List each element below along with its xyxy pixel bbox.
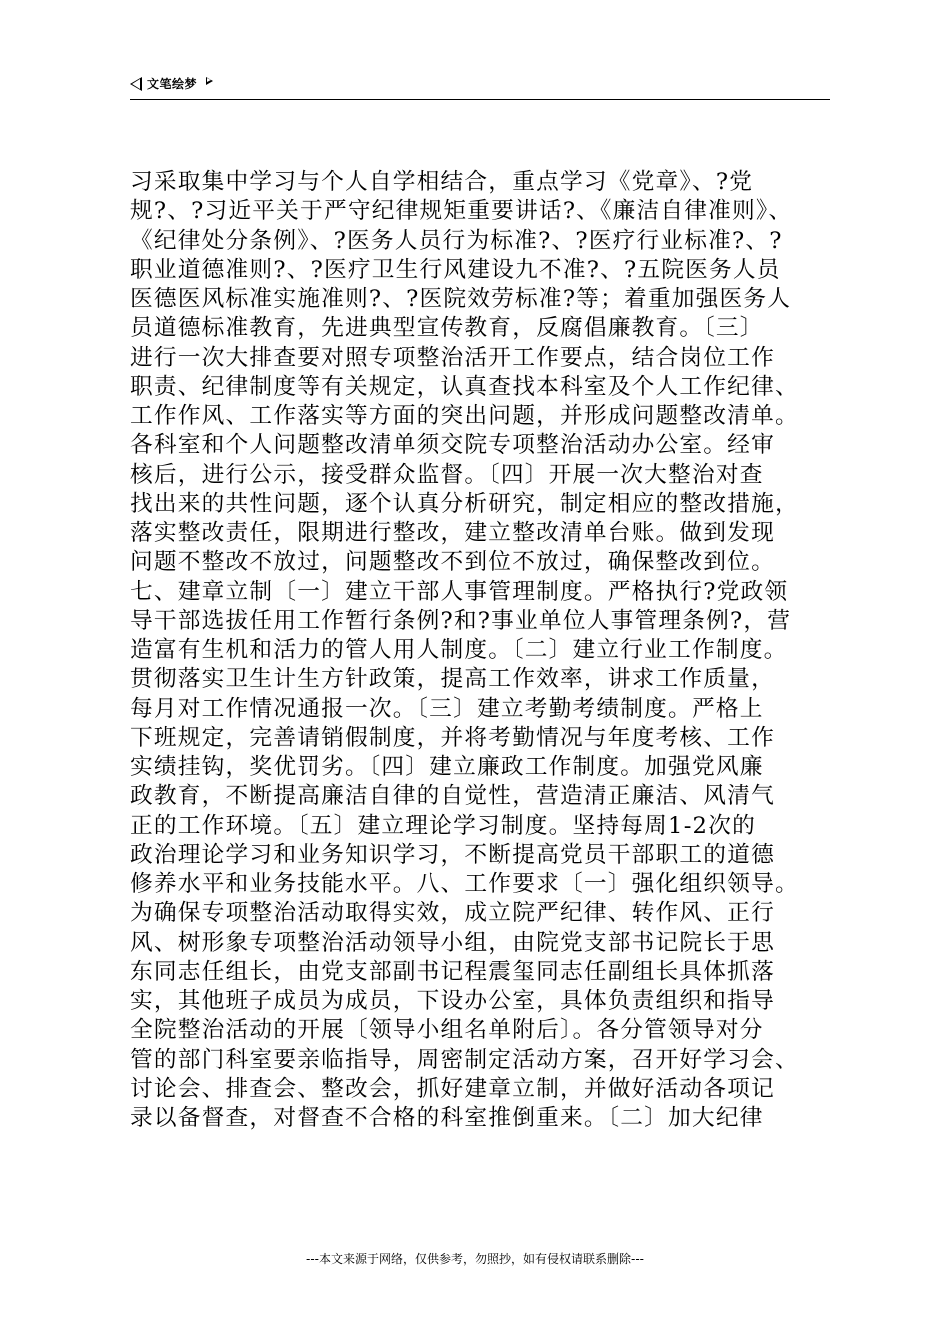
body-line: 问题不整改不放过，问题整改不到位不放过，确保整改到位。 — [130, 549, 775, 576]
body-line: 工作作风、工作落实等方面的突出问题，并形成问题整改清单。 — [130, 403, 799, 429]
body-line: 找出来的共性问题，逐个认真分析研究，制定相应的整改措施， — [130, 490, 799, 517]
body-line: 全院整治活动的开展〔领导小组名单附后〕。各分管领导对分 — [130, 1017, 764, 1044]
header-title: 文笔绘梦 — [147, 77, 198, 91]
body-line: 造富有生机和活力的管人用人制度。〔二〕建立行业工作制度。 — [130, 637, 788, 663]
body-line: 政教育，不断提高廉洁自律的自觉性，营造清正廉洁、风清气 — [130, 783, 775, 810]
body-line: 录以备督查，对督查不合格的科室推倒重来。〔二〕加大纪律 — [130, 1105, 764, 1131]
body-line: 进行一次大排查要对照专项整治活开工作要点，结合岗位工作 — [130, 344, 775, 371]
body-line: 管的部门科室要亲临指导，周密制定活动方案，召开好学习会、 — [130, 1046, 799, 1073]
body-line: 实绩挂钩，奖优罚劣。〔四〕建立廉政工作制度。加强党风廉 — [130, 754, 764, 780]
body-line: 正的工作环境。〔五〕建立理论学习制度。坚持每周1-2次的 — [130, 812, 756, 839]
body-line: 导干部选拔任用工作暂行条例?和?事业单位人事管理条例?，营 — [130, 607, 792, 634]
body-line: 修养水平和业务技能水平。八、工作要求〔一〕强化组织领导。 — [130, 871, 799, 897]
body-line: 《纪律处分条例》、?医务人员行为标准?、?医疗行业标准?、? — [130, 227, 783, 254]
body-line: 政治理论学习和业务知识学习，不断提高党员干部职工的道德 — [130, 841, 775, 868]
body-line: 为确保专项整治活动取得实效，成立院严纪律、转作风、正行 — [130, 900, 775, 927]
body-line: 下班规定，完善请销假制度，并将考勤情况与年度考核、工作 — [130, 724, 775, 751]
body-line: 职责、纪律制度等有关规定，认真查找本科室及个人工作纪律、 — [130, 373, 799, 400]
body-line: 医德医风标准实施准则?、?医院效劳标准?等；着重加强医务人 — [130, 286, 792, 312]
page-header — [130, 75, 830, 100]
body-line: 规?、?习近平关于严守纪律规矩重要讲话?、《廉洁自律准则》、 — [130, 198, 793, 225]
body-line: 落实整改责任，限期进行整改，建立整改清单台账。做到发现 — [130, 520, 775, 546]
body-line: 实，其他班子成员为成员，下设办公室，具体负责组织和指导 — [130, 988, 775, 1014]
header-brand — [130, 75, 213, 93]
body-line: 贯彻落实卫生计生方针政策，提高工作效率，讲求工作质量， — [130, 666, 775, 693]
document-body — [130, 168, 850, 1133]
body-line: 核后，进行公示，接受群众监督。〔四〕开展一次大整治对查 — [130, 461, 764, 488]
body-line: 职业道德准则?、?医疗卫生行风建设九不准?、?五院医务人员 — [130, 256, 781, 283]
body-line: 员道德标准教育，先进典型宣传教育，反腐倡廉教育。〔三〕 — [130, 315, 764, 342]
body-line: 讨论会、排查会、整改会，抓好建章立制，并做好活动各项记 — [130, 1075, 775, 1102]
triangle-left-icon — [130, 77, 142, 91]
body-line: 各科室和个人问题整改清单须交院专项整治活动办公室。经审 — [130, 432, 775, 459]
body-line: 每月对工作情况通报一次。〔三〕建立考勤考绩制度。严格上 — [130, 695, 764, 722]
body-line: 习采取集中学习与个人自学相结合，重点学习《党章》、?党 — [130, 169, 754, 195]
triangle-right-icon — [206, 77, 213, 85]
body-line: 东同志任组长，由党支部副书记程震玺同志任副组长具体抓落 — [130, 958, 775, 985]
page-footer: ---本文来源于网络，仅供参考，勿照抄，如有侵权请联系删除--- — [306, 1252, 644, 1266]
body-line: 风、树形象专项整治活动领导小组，由院党支部书记院长于思 — [130, 929, 775, 956]
body-line: 七、建章立制〔一〕建立干部人事管理制度。严格执行?党政领 — [130, 578, 789, 605]
